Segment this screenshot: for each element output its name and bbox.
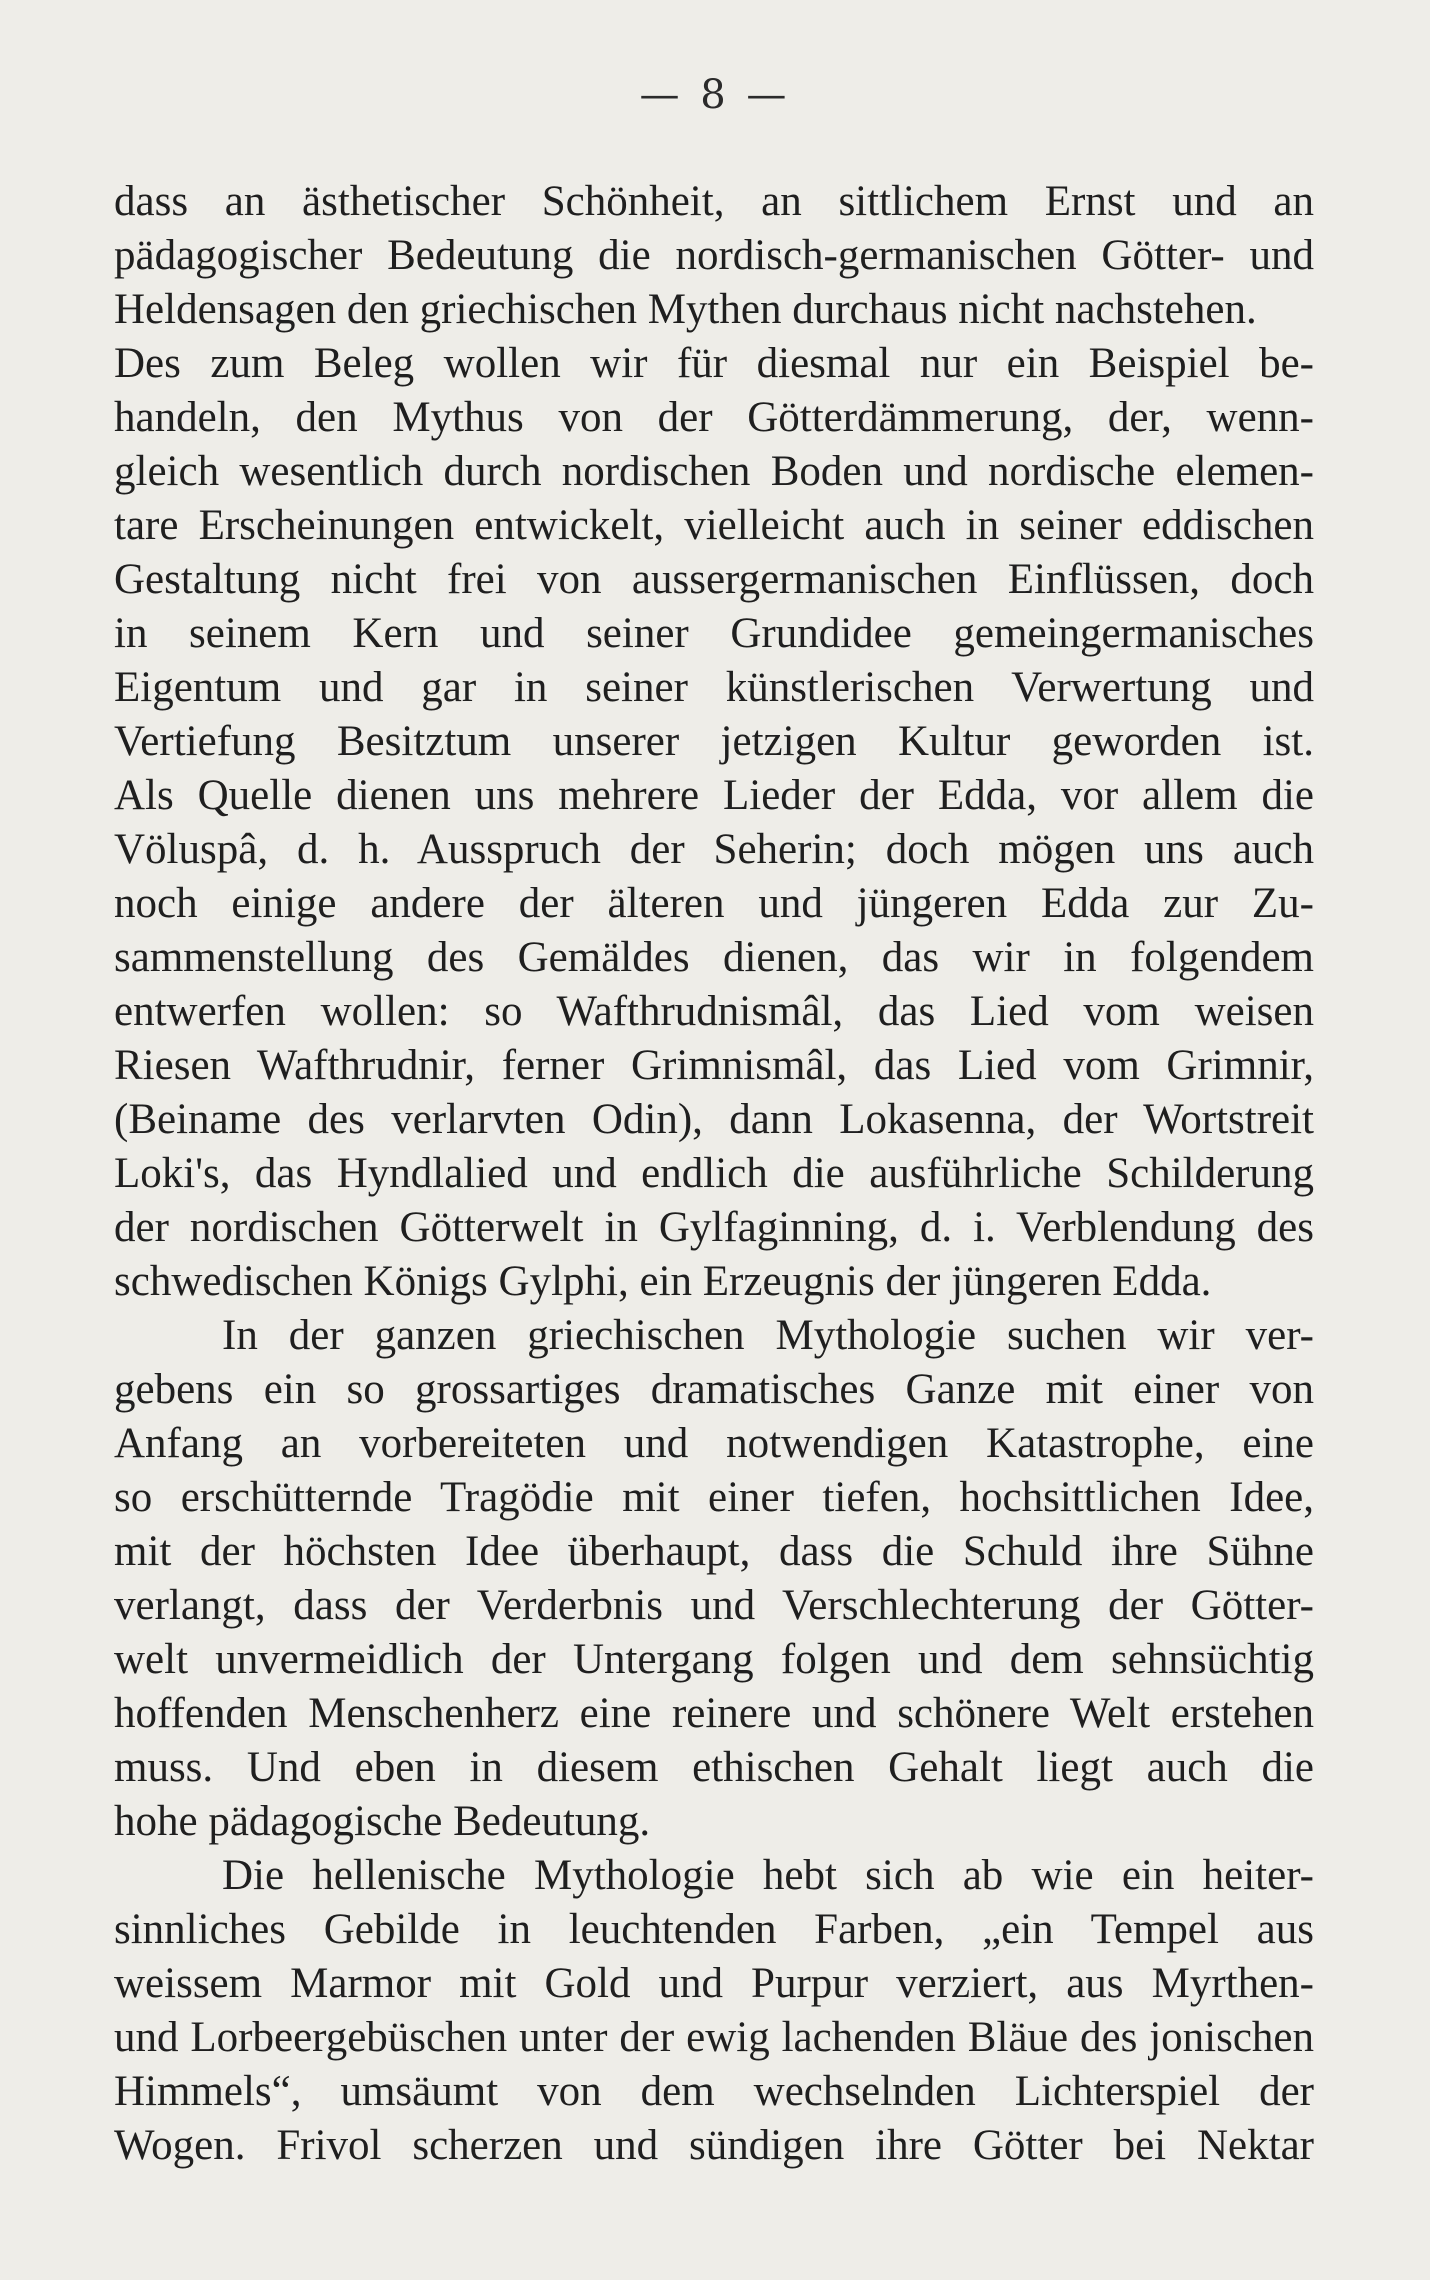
- text-line: welt unvermeidlich der Untergang folgen und dem sehnsüchtig: [114, 1636, 1314, 1683]
- text-line: handeln, den Mythus von der Götterdämmerung, der, wenn-: [114, 394, 1314, 441]
- text-line: sammenstellung des Gemäldes dienen, das wir in folgendem: [114, 934, 1314, 981]
- text-line: gleich wesentlich durch nordischen Boden und nordische elemen-: [114, 448, 1314, 495]
- text-line: Loki's, das Hyndlalied und endlich die ausführliche Schilderung: [114, 1150, 1314, 1197]
- text-line: Die hellenische Mythologie hebt sich ab wie ein heiter-: [222, 1852, 1314, 1899]
- text-line: noch einige andere der älteren und jüngeren Edda zur Zu-: [114, 880, 1314, 927]
- text-line: pädagogischer Bedeutung die nordisch-germanischen Götter- und: [114, 232, 1314, 279]
- text-line: Anfang an vorbereiteten und notwendigen Katastrophe, eine: [114, 1420, 1314, 1467]
- text-line: Wogen. Frivol scherzen und sündigen ihre Götter bei Nektar: [114, 2122, 1314, 2169]
- text-line: so erschütternde Tragödie mit einer tiefen, hochsittlichen Idee,: [114, 1474, 1314, 1521]
- text-line: muss. Und eben in diesem ethischen Gehalt liegt auch die: [114, 1744, 1314, 1791]
- text-line: gebens ein so grossartiges dramatisches Ganze mit einer von: [114, 1366, 1314, 1413]
- text-line: Als Quelle dienen uns mehrere Lieder der Edda, vor allem die: [114, 772, 1314, 819]
- text-line: dass an ästhetischer Schönheit, an sittlichem Ernst und an: [114, 178, 1314, 225]
- text-line: in seinem Kern und seiner Grundidee gemeingermanisches: [114, 610, 1314, 657]
- text-line: Völuspâ, d. h. Ausspruch der Seherin; doch mögen uns auch: [114, 826, 1314, 873]
- text-line: und Lorbeergebüschen unter der ewig lachenden Bläue des jonischen: [114, 2014, 1314, 2061]
- text-line: hohe pädagogische Bedeutung.: [114, 1798, 651, 1845]
- text-line: Himmels“, umsäumt von dem wechselnden Lichterspiel der: [114, 2068, 1314, 2115]
- text-line: schwedischen Königs Gylphi, ein Erzeugnis der jüngeren Edda.: [114, 1258, 1212, 1305]
- text-line: Heldensagen den griechischen Mythen durchaus nicht nachstehen.: [114, 286, 1257, 333]
- text-line: verlangt, dass der Verderbnis und Verschlechterung der Götter-: [114, 1582, 1314, 1629]
- text-line: weissem Marmor mit Gold und Purpur verziert, aus Myrthen-: [114, 1960, 1314, 2007]
- text-line: Eigentum und gar in seiner künstlerischen Verwertung und: [114, 664, 1314, 711]
- text-line: mit der höchsten Idee überhaupt, dass die Schuld ihre Sühne: [114, 1528, 1314, 1575]
- text-line: tare Erscheinungen entwickelt, vielleicht auch in seiner eddischen: [114, 502, 1314, 549]
- text-line: Riesen Wafthrudnir, ferner Grimnismâl, das Lied vom Grimnir,: [114, 1042, 1314, 1089]
- text-line: (Beiname des verlarvten Odin), dann Lokasenna, der Wortstreit: [114, 1096, 1314, 1143]
- page-number: — 8 —: [639, 72, 791, 118]
- text-line: Vertiefung Besitztum unserer jetzigen Kultur geworden ist.: [114, 718, 1314, 765]
- text-line: der nordischen Götterwelt in Gylfaginning, d. i. Verblendung des: [114, 1204, 1314, 1251]
- text-line: entwerfen wollen: so Wafthrudnismâl, das Lied vom weisen: [114, 988, 1314, 1035]
- text-line: Gestaltung nicht frei von aussergermanischen Einflüssen, doch: [114, 556, 1314, 603]
- text-line: In der ganzen griechischen Mythologie suchen wir ver-: [222, 1312, 1314, 1359]
- text-line: hoffenden Menschenherz eine reinere und schönere Welt erstehen: [114, 1690, 1314, 1737]
- text-line: sinnliches Gebilde in leuchtenden Farben, „ein Tempel aus: [114, 1906, 1314, 1953]
- body-text: [114, 175, 1314, 2173]
- text-line: Des zum Beleg wollen wir für diesmal nur ein Beispiel be-: [114, 340, 1314, 387]
